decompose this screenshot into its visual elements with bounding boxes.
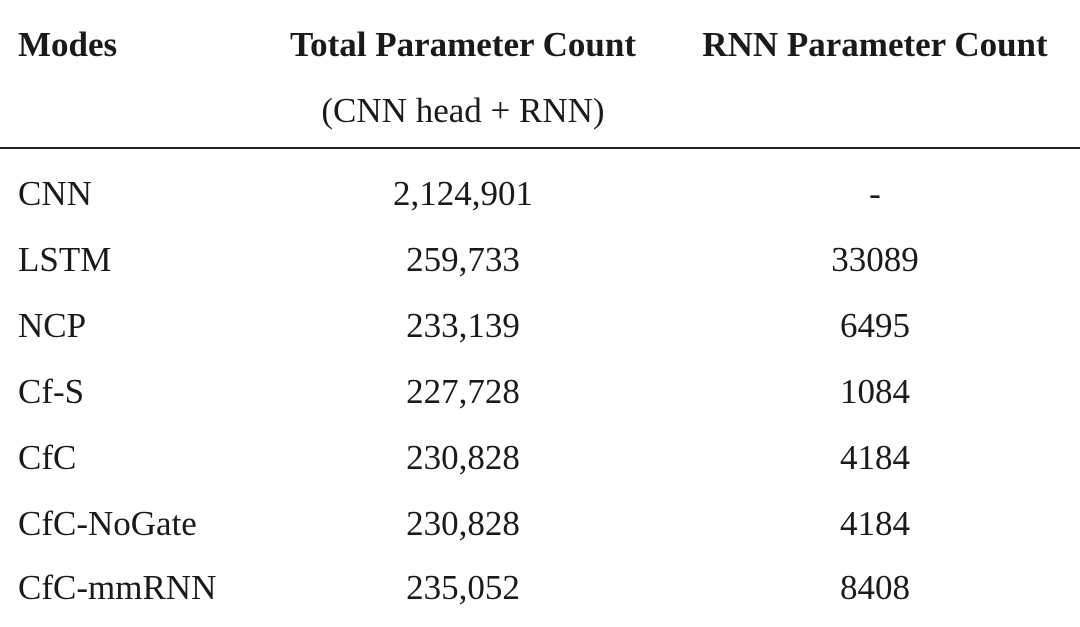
row-rnn-count: 33089 <box>831 240 919 279</box>
row-total-count: 230,828 <box>406 504 520 543</box>
header-total-subtitle: (CNN head + RNN) <box>321 91 605 130</box>
row-rnn-count: - <box>869 174 881 213</box>
row-total-count: 2,124,901 <box>393 174 533 213</box>
row-mode: CNN <box>18 174 92 213</box>
row-total-count: 259,733 <box>406 240 520 279</box>
row-total-count: 227,728 <box>406 372 520 411</box>
row-rnn-count: 8408 <box>840 568 910 607</box>
row-rnn-count: 1084 <box>840 372 910 411</box>
row-mode: LSTM <box>18 240 112 279</box>
header-total-parameter-count: Total Parameter Count <box>289 25 637 64</box>
row-total-count: 235,052 <box>406 568 520 607</box>
header-rnn-parameter-count: RNN Parameter Count <box>702 25 1048 64</box>
row-total-count: 233,139 <box>406 306 520 345</box>
header-rule <box>0 147 1080 149</box>
header-modes: Modes <box>18 25 118 64</box>
row-rnn-count: 6495 <box>840 306 910 345</box>
row-rnn-count: 4184 <box>840 504 910 543</box>
row-mode: CfC-NoGate <box>18 504 197 543</box>
row-total-count: 230,828 <box>406 438 520 477</box>
row-rnn-count: 4184 <box>840 438 910 477</box>
row-mode: CfC <box>18 438 77 477</box>
row-mode: NCP <box>18 306 87 345</box>
row-mode: CfC-mmRNN <box>18 568 217 607</box>
row-mode: Cf-S <box>18 372 85 411</box>
